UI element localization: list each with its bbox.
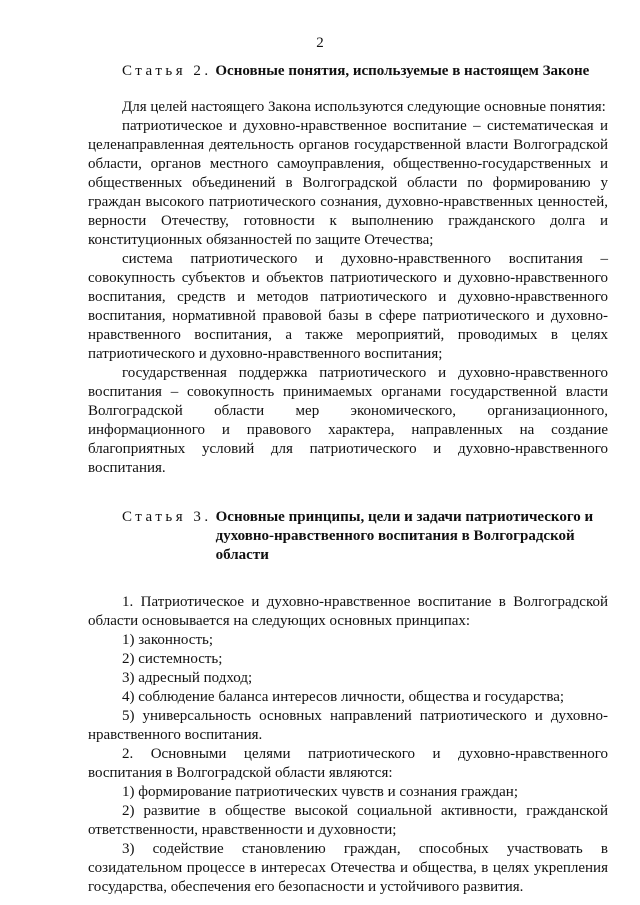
- article-3-title: Основные принципы, цели и задачи патриотического и духовно-нравственного воспитания в Волгоградской области: [215, 509, 594, 563]
- article-3-paragraph-1: 1. Патриотическое и духовно-нравственное воспитание в Волгоградской области основывается на следующих основных принципах:: [88, 594, 608, 629]
- article-3-label: Статья 3.: [122, 509, 212, 525]
- goal-item: 2) развитие в обществе высокой социальной активности, гражданской ответственности, нравственности и духовности;: [88, 803, 608, 838]
- article-2-paragraph: система патриотического и духовно-нравственного воспитания – совокупность субъектов и объектов патриотического и духовно-нравственного воспитания, средств и методов патриотического и духовно-нравственного воспитания, нормативной правовой базы в сфере патриотического и духовно-нравственного воспитания, а также мероприятий, проводимых в целях патриотического и духовно-нравственного воспитания;: [88, 251, 608, 362]
- page-number: 2: [316, 35, 324, 51]
- article-3-heading: [88, 508, 608, 565]
- article-2-heading: [88, 62, 608, 81]
- article-2-paragraph: Для целей настоящего Закона используются следующие основные понятия:: [122, 99, 606, 115]
- principle-item: 1) законность;: [122, 632, 214, 648]
- article-2-paragraph: государственная поддержка патриотического и духовно-нравственного воспитания – совокупность принимаемых органами государственной власти Волгоградской области мер экономического, организационного, информационного и правового характера, направленных на создание благоприятных условий для патриотического и духовно-нравственного воспитания.: [88, 365, 608, 476]
- document-body: [88, 52, 608, 897]
- article-2-title: Основные понятия, используемые в настоящем Законе: [215, 63, 590, 79]
- goal-item: 3) содействие становлению граждан, способных участвовать в созидательном процессе в интересах Отечества и общества, в целях укрепления государства, обеспечения его безопасности и устойчивого развития.: [88, 841, 608, 895]
- principle-item: 3) адресный подход;: [122, 670, 253, 686]
- principle-item: 4) соблюдение баланса интересов личности, общества и государства;: [122, 689, 565, 705]
- principle-item: 2) системность;: [122, 651, 223, 667]
- article-3-paragraph-2: 2. Основными целями патриотического и духовно-нравственного воспитания в Волгоградской области являются:: [88, 746, 608, 781]
- article-2-label: Статья 2.: [122, 63, 212, 79]
- article-2-paragraph: патриотическое и духовно-нравственное воспитание – систематическая и целенаправленная деятельность органов государственной власти Волгоградской области, органов местного самоуправления, общественно-государственных и общественных объединений в Волгоградской области по формированию у граждан высокого патриотического сознания, духовно-нравственных ценностей, верности Отечеству, готовности к выполнению гражданского долга и конституционных обязанностей по защите Отечества;: [88, 118, 608, 248]
- goal-item: 1) формирование патриотических чувств и сознания граждан;: [122, 784, 518, 800]
- principle-item: 5) универсальность основных направлений патриотического и духовно-нравственного воспитания.: [88, 708, 608, 743]
